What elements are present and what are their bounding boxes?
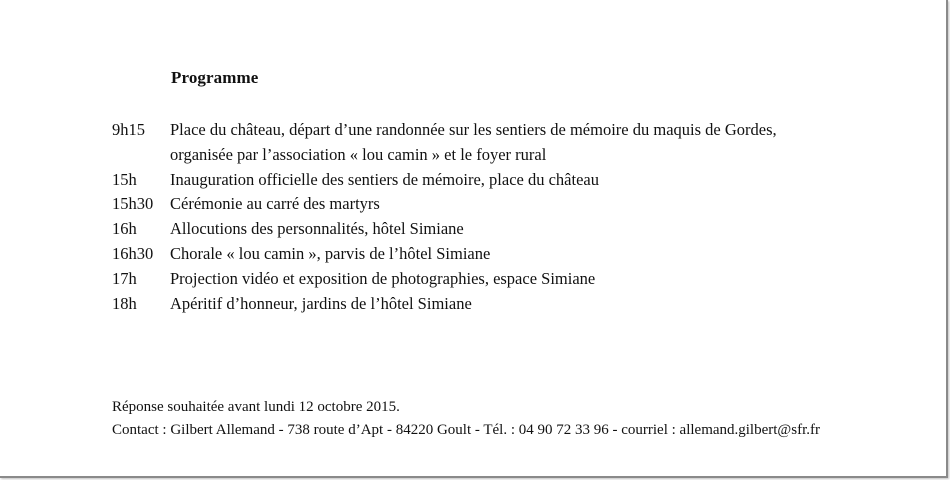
contact-info: Contact : Gilbert Allemand - 738 route d’Apt - 84220 Goult - Tél. : 04 90 72 33 96 - courriel : allemand.gilbert@sfr.fr bbox=[112, 422, 820, 438]
programme-item bbox=[112, 242, 892, 267]
programme-time: 18h bbox=[112, 293, 137, 313]
programme-title: Programme bbox=[171, 68, 259, 87]
programme-description-line: Place du château, départ d’une randonnée sur les sentiers de mémoire du maquis de Gordes, bbox=[170, 120, 777, 139]
programme-item bbox=[112, 192, 892, 217]
programme-time: 15h30 bbox=[112, 194, 154, 214]
programme-description-line: Chorale « lou camin », parvis de l’hôtel Simiane bbox=[170, 243, 491, 263]
programme-time: 9h15 bbox=[112, 120, 145, 139]
programme-time: 16h bbox=[112, 219, 137, 239]
programme-time: 16h30 bbox=[112, 243, 154, 263]
programme-description-line: Allocutions des personnalités, hôtel Simiane bbox=[170, 219, 464, 239]
programme-list bbox=[112, 118, 892, 316]
programme-description-line: Projection vidéo et exposition de photographies, espace Simiane bbox=[170, 268, 596, 288]
programme-time: 17h bbox=[112, 268, 137, 288]
programme-description-line: Inauguration officielle des sentiers de mémoire, place du château bbox=[170, 169, 599, 189]
programme-description bbox=[170, 118, 892, 168]
programme-description bbox=[170, 242, 892, 267]
programme-description bbox=[170, 267, 892, 292]
response-deadline: Réponse souhaitée avant lundi 12 octobre 2015. bbox=[112, 399, 400, 415]
programme-item bbox=[112, 217, 892, 242]
programme-description bbox=[170, 192, 892, 217]
programme-description-line: organisée par l’association « lou camin » et le foyer rural bbox=[170, 144, 547, 164]
programme-description bbox=[170, 168, 892, 193]
programme-item bbox=[112, 292, 892, 317]
programme-item bbox=[112, 118, 892, 168]
programme-description-line: Cérémonie au carré des martyrs bbox=[170, 194, 380, 214]
footer bbox=[112, 396, 820, 442]
programme-item bbox=[112, 267, 892, 292]
programme-description bbox=[170, 217, 892, 242]
programme-description bbox=[170, 292, 892, 317]
programme-item bbox=[112, 168, 892, 193]
programme-time: 15h bbox=[112, 169, 137, 189]
programme-description-line: Apéritif d’honneur, jardins de l’hôtel Simiane bbox=[170, 293, 472, 313]
